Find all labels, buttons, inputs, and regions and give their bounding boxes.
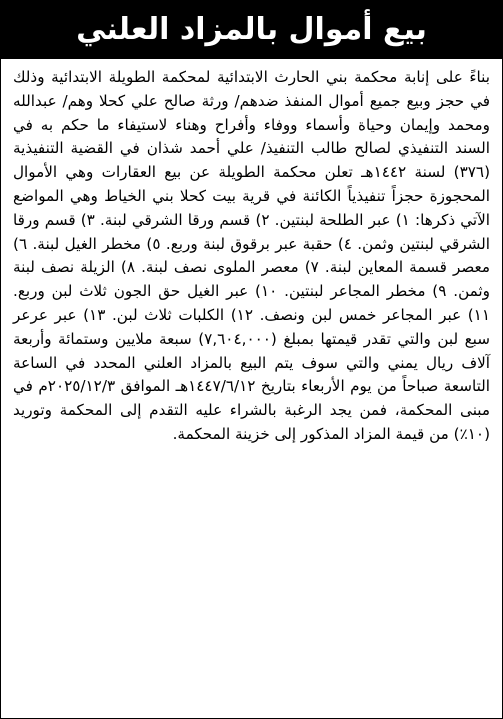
- notice-title: بيع أموال بالمزاد العلني: [1, 1, 502, 59]
- notice-body: بناءً على إنابة محكمة بني الحارث الابتدائية لمحكمة الطويلة الابتدائية وذلك في حجز وبيع جميع أموال المنفذ ضدهم/ ورثة صالح علي كحلا وهم/ عبدالله ومحمد وإيمان وحياة وأسماء ووفاء وأفراح وهناء لاستيفاء ما حكم به في السند التنفيذي لصالح طالب التنفيذ/ علي أحمد شذان في القضية التنفيذية (٣٧٦) لسنة ١٤٤٢هـ تعلن محكمة الطويلة عن بيع العقارات وهي الأموال المحجوزة حجزاً تنفيذياً الكائنة في قرية بيت كحلا بني الخياط وهي المواضع الآتي ذكرها: ١) عبر الطلحة لبنتين. ٢) قسم ورقا الشرقي لبنة. ٣) قسم ورقا الشرقي لبنتين وثمن. ٤) حقبة عبر برقوق لبنة وربع. ٥) مخطر الغيل لبنة. ٦) معصر قسمة المعاين لبنة. ٧) معصر الملوى نصف لبنة. ٨) الزيلة نصف لبنة وثمن. ٩) مخطر المجاعر لبنتين. ١٠) عبر الغيل حق الجون ثلاث لبن وربع. ١١) عبر المجاعر خمس لبن ونصف. ١٢) الكلبات ثلاث لبن. ١٣) عبر عرعر سبع لبن والتي تقدر قيمتها بمبلغ (٧,٦٠٤,٠٠٠) سبعة ملايين وستمائة وأربعة آلاف ريال يمني والتي سوف يتم البيع بالمزاد العلني المحدد في الساعة التاسعة صباحاً من يوم الأربعاء بتاريخ ١٤٤٧/٦/١٢هـ الموافق ٢٠٢٥/١٢/٣م في مبنى المحكمة، فمن يجد الرغبة بالشراء عليه التقدم إلى المحكمة وتوريد (١٠٪) من قيمة المزاد المذكور إلى خزينة المحكمة.: [13, 68, 491, 443]
